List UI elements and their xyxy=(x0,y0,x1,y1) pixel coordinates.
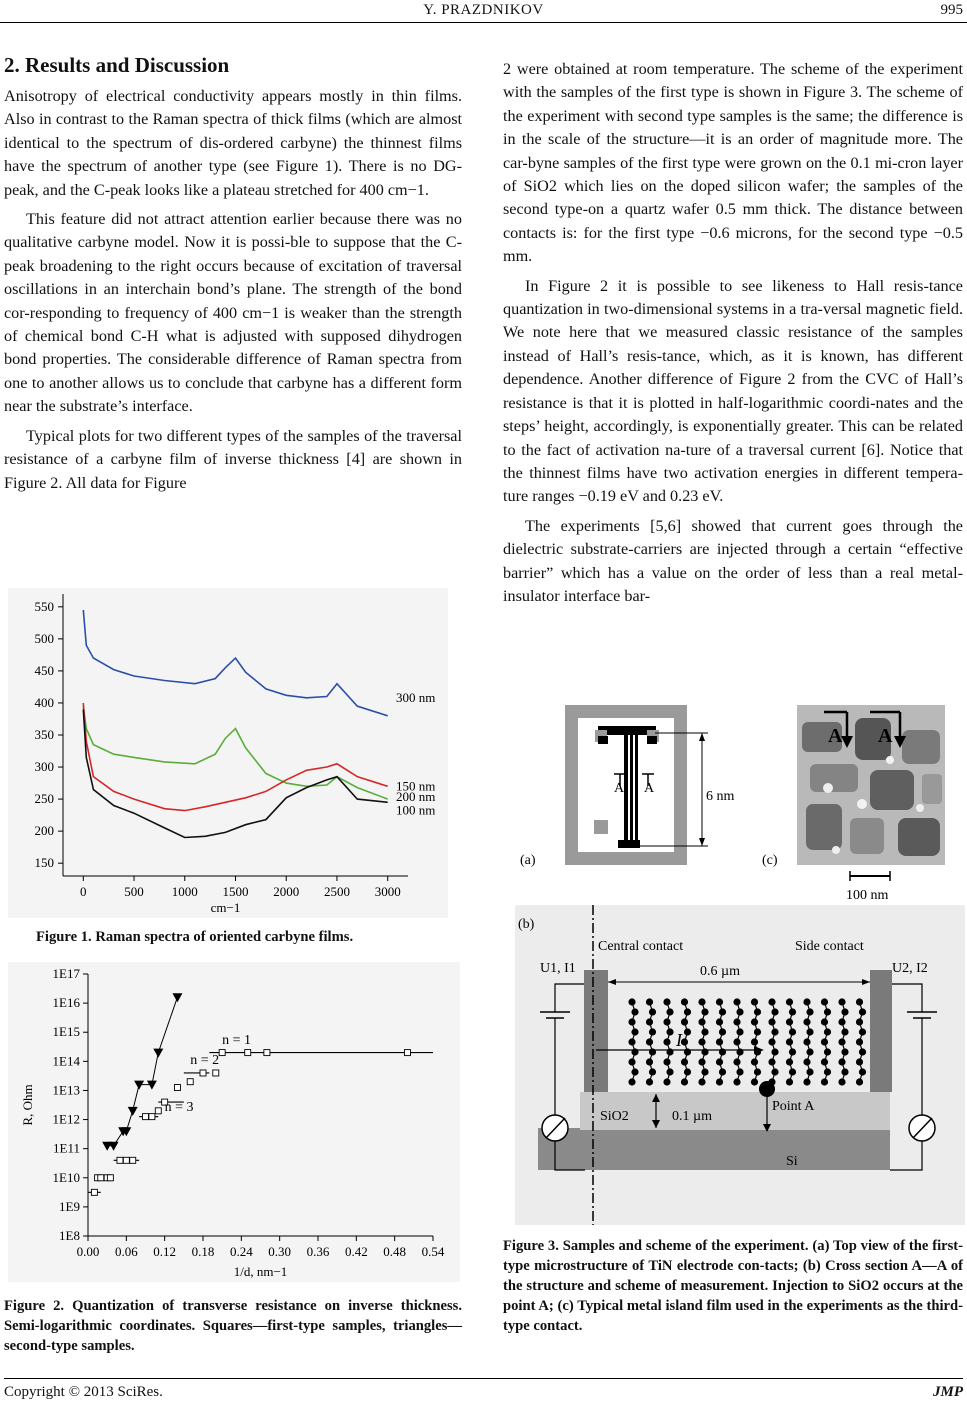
fig2-square-point xyxy=(155,1108,161,1114)
running-header xyxy=(0,0,967,23)
scale-100nm: 100 nm xyxy=(846,888,889,903)
fig1-series-label: 200 nm xyxy=(396,789,436,805)
sio2-label: SiO2 xyxy=(600,1109,629,1124)
section-a-right: A xyxy=(644,781,655,796)
fig1-x-tick-label: 0 xyxy=(80,884,87,899)
fig2-square-point xyxy=(117,1157,123,1163)
side-contact-label: Side contact xyxy=(795,939,864,954)
right-column xyxy=(503,58,963,608)
fig2-square-point xyxy=(98,1175,104,1181)
running-title: Y. PRAZDNIKOV xyxy=(423,2,544,18)
fig2-square-point xyxy=(187,1079,193,1085)
fig2-square-point xyxy=(143,1114,149,1120)
distance-label: 0.6 µm xyxy=(700,964,740,979)
chain-atom xyxy=(786,1078,793,1085)
fig2-square-point xyxy=(404,1050,410,1056)
current-label: I xyxy=(676,1030,682,1050)
section-a-c-left: A xyxy=(828,725,843,747)
fig1-x-tick-label: 2500 xyxy=(323,884,350,899)
paragraph: Typical plots for two different types of the samples of the traversal resistance of a carbyne film of inverse thickness [4] are shown in Figure 2. All data for Figure xyxy=(4,426,462,492)
fig2-square-point xyxy=(264,1050,270,1056)
fig3b-cross-section xyxy=(515,905,965,1225)
fig1-y-tick-label: 200 xyxy=(34,823,54,839)
fig2-annotation: n = 3 xyxy=(164,1099,194,1115)
figure-3-diagram xyxy=(510,700,965,1225)
figure-2-caption: Figure 2. Quantization of transverse resistance on inverse thickness. Semi-logarithmic coordinates. Squares—first-type samples, triangles—second-type samples. xyxy=(4,1298,462,1354)
chain-atom xyxy=(663,1078,670,1085)
fig1-y-tick-label: 300 xyxy=(34,759,54,775)
paragraph: Anisotropy of electrical conductivity appears mostly in thin films. Also in contrast to the Raman spectra of thick films (which are almost identical to the spectrum of dis-ordered carbyne) the thinnest films have the spectrum of another type (see Figure 1). There is no DG-peak, and the C-peak looks like a plateau stretched for 400 cm−1. xyxy=(4,87,462,199)
si-label: Si xyxy=(786,1154,798,1169)
central-contact-label: Central contact xyxy=(598,939,684,954)
fig1-series-label: 100 nm xyxy=(396,802,436,818)
fig2-y-tick-label: 1E10 xyxy=(52,1169,80,1185)
chain-atom xyxy=(628,1078,635,1085)
fig2-y-tick-label: 1E13 xyxy=(52,1082,80,1098)
fig2-y-tick-label: 1E11 xyxy=(53,1140,80,1156)
fig2-y-tick-label: 1E8 xyxy=(59,1228,80,1243)
fig1-x-tick-label: 500 xyxy=(124,884,144,899)
chain-atom xyxy=(681,1078,688,1085)
fig1-y-tick-label: 550 xyxy=(34,598,54,614)
chain-atom xyxy=(856,1078,863,1085)
figure-1-caption: Figure 1. Raman spectra of oriented carbyne films. xyxy=(36,929,354,945)
fig2-square-point xyxy=(130,1157,136,1163)
figure-1-raman-chart xyxy=(8,588,448,918)
fig2-x-tick-label: 0.54 xyxy=(421,1244,445,1259)
u2-label: U2, I2 xyxy=(892,961,928,976)
fig2-square-point xyxy=(174,1085,180,1091)
page-number: 995 xyxy=(940,2,963,18)
section-title: 2. Results and Discussion xyxy=(4,53,230,77)
fig2-square-point xyxy=(107,1175,113,1181)
section-a-c-right: A xyxy=(878,725,893,747)
left-column xyxy=(4,52,462,495)
fig2-y-tick-label: 1E17 xyxy=(52,966,80,981)
fig2-square-point xyxy=(149,1114,155,1120)
chain-atom xyxy=(751,1078,758,1085)
fig2-square-point xyxy=(219,1050,225,1056)
fig1-y-tick-label: 250 xyxy=(34,791,54,807)
fig1-x-unit: cm−1 xyxy=(210,900,241,915)
fig3-label-b: (b) xyxy=(518,917,535,932)
fig3-label-c: (c) xyxy=(762,853,778,868)
fig2-x-tick-label: 0.18 xyxy=(191,1244,215,1259)
figure-2-resistance-chart xyxy=(8,962,460,1282)
fig2-x-tick-label: 0.12 xyxy=(153,1244,177,1259)
chain-atom xyxy=(716,1078,723,1085)
fig2-x-tick-label: 0.36 xyxy=(306,1244,330,1259)
fig1-background xyxy=(8,588,448,918)
chain-atom xyxy=(698,1078,705,1085)
fig2-y-tick-label: 1E14 xyxy=(52,1053,80,1069)
fig2-square-point xyxy=(213,1070,219,1076)
chain-atom xyxy=(821,1078,828,1085)
fig1-x-tick-label: 1500 xyxy=(222,884,249,899)
fig2-square-point xyxy=(91,1189,97,1195)
section-a-left: A xyxy=(614,781,625,796)
page-footer xyxy=(4,1378,963,1407)
point-a-label: Point A xyxy=(772,1099,815,1114)
fig2-y-tick-label: 1E12 xyxy=(52,1111,80,1127)
journal-abbrev: JMP xyxy=(933,1384,963,1400)
fig2-y-tick-label: 1E9 xyxy=(59,1198,80,1214)
fig1-x-tick-label: 1000 xyxy=(171,884,198,899)
fig2-annotation: n = 2 xyxy=(190,1053,220,1069)
fig2-x-tick-label: 0.06 xyxy=(114,1244,138,1259)
chain-atom xyxy=(733,1078,740,1085)
fig2-x-tick-label: 0.48 xyxy=(383,1244,407,1259)
chain-atom xyxy=(646,1078,653,1085)
fig1-x-tick-label: 2000 xyxy=(273,884,300,899)
fig2-y-tick-label: 1E16 xyxy=(52,995,80,1011)
fig3a-top-view xyxy=(520,705,735,868)
chain-atom xyxy=(838,1078,845,1085)
fig1-series-label: 150 nm xyxy=(396,778,436,794)
fig2-x-tick-label: 0.42 xyxy=(344,1244,368,1259)
fig2-annotation: n = 1 xyxy=(222,1032,252,1048)
fig2-square-point xyxy=(200,1070,206,1076)
paragraph: This feature did not attract attention earlier because there was no qualitative carbyne model. Now it is possi-ble to suppose that the C-peak broadening to the right occurs because of excitation of traversal oscillations in an interchain bond’s plane. The strength of the bond cor-responding to frequency of 400 cm−1 is weaker than the strength of chemical bond C-H what is adjusted with supposed dihydrogen bond properties. The considerable difference of Raman spectra from one to another allows us to conclude that carbyne has a different form near the substrate’s interface. xyxy=(4,210,462,416)
fig1-y-tick-label: 350 xyxy=(34,727,54,742)
fig3-label-a: (a) xyxy=(520,853,536,868)
fig2-x-tick-label: 0.30 xyxy=(268,1244,292,1259)
fig1-y-tick-label: 400 xyxy=(34,694,54,710)
fig2-y-tick-label: 1E15 xyxy=(52,1024,80,1040)
paragraph: The experiments [5,6] showed that current goes through the dielectric substrate-carriers are injected through a certain “effective barrier” which has a value on the order of less than a real metal-insulator interface bar- xyxy=(503,516,963,605)
paragraph: In Figure 2 it is possible to see likeness to Hall resis-tance quantization in two-dimensional systems in a tra-versal magnetic field. We note here that we measured classic resistance of the samples instead of Hall’s resis-tance, which, as it is known, has different dependence. Another difference of Figure 2 from the CVC of Hall’s resistance is that it is plotted in half-logarithmic coordi-nates and the steps’ height, accordingly, is exponentially greater. This can be related to the fact of activation na-ture of a traversal current [6]. Notice that the thinnest films have two activation energies in different tempera-ture ranges −0.19 eV and 0.23 eV. xyxy=(503,276,963,506)
dimension-6nm: 6 nm xyxy=(706,789,735,804)
fig2-y-label: R, Ohm xyxy=(20,1084,35,1126)
fig1-y-tick-label: 500 xyxy=(34,630,54,646)
copyright: Copyright © 2013 SciRes. xyxy=(4,1384,163,1400)
fig2-x-label: 1/d, nm−1 xyxy=(233,1264,288,1279)
fig3c-micrograph xyxy=(762,705,945,903)
fig1-series-label: 300 nm xyxy=(396,689,436,705)
fig2-square-point xyxy=(245,1050,251,1056)
fig1-y-tick-label: 150 xyxy=(34,855,54,871)
chain-atom xyxy=(803,1078,810,1085)
fig2-x-tick-label: 0.24 xyxy=(229,1244,253,1259)
fig1-x-tick-label: 3000 xyxy=(374,884,401,899)
fig2-square-point xyxy=(123,1157,129,1163)
figure-3-caption: Figure 3. Samples and scheme of the experiment. (a) Top view of the first-type microstructure of TiN electrode con-tacts; (b) Cross section A—A of the structure and scheme of measurement. Injection to SiO2 occurs at the point A; (c) Typical metal island film used in the experiments as the third-type contact. xyxy=(503,1238,963,1334)
thickness-label: 0.1 µm xyxy=(672,1109,712,1124)
fig1-y-tick-label: 450 xyxy=(34,662,54,678)
fig2-x-tick-label: 0.00 xyxy=(76,1244,100,1259)
paragraph: 2 were obtained at room temperature. The scheme of the experiment with the samples of the first type is shown in Figure 3. The scheme of the experiment with second type samples is the same; the difference is in the scale of the structure—it is an order of magnitude more. The car-byne samples of the first type were grown on the 0.1 mi-cron layer of SiO2 which lies on the doped silicon wafer; the samples of the second type-on a quartz wafer 0.5 mm thick. The distance between contacts is: for the first type −0.6 microns, for the second type −0.5 mm. xyxy=(503,60,963,266)
u1-label: U1, I1 xyxy=(540,961,576,976)
